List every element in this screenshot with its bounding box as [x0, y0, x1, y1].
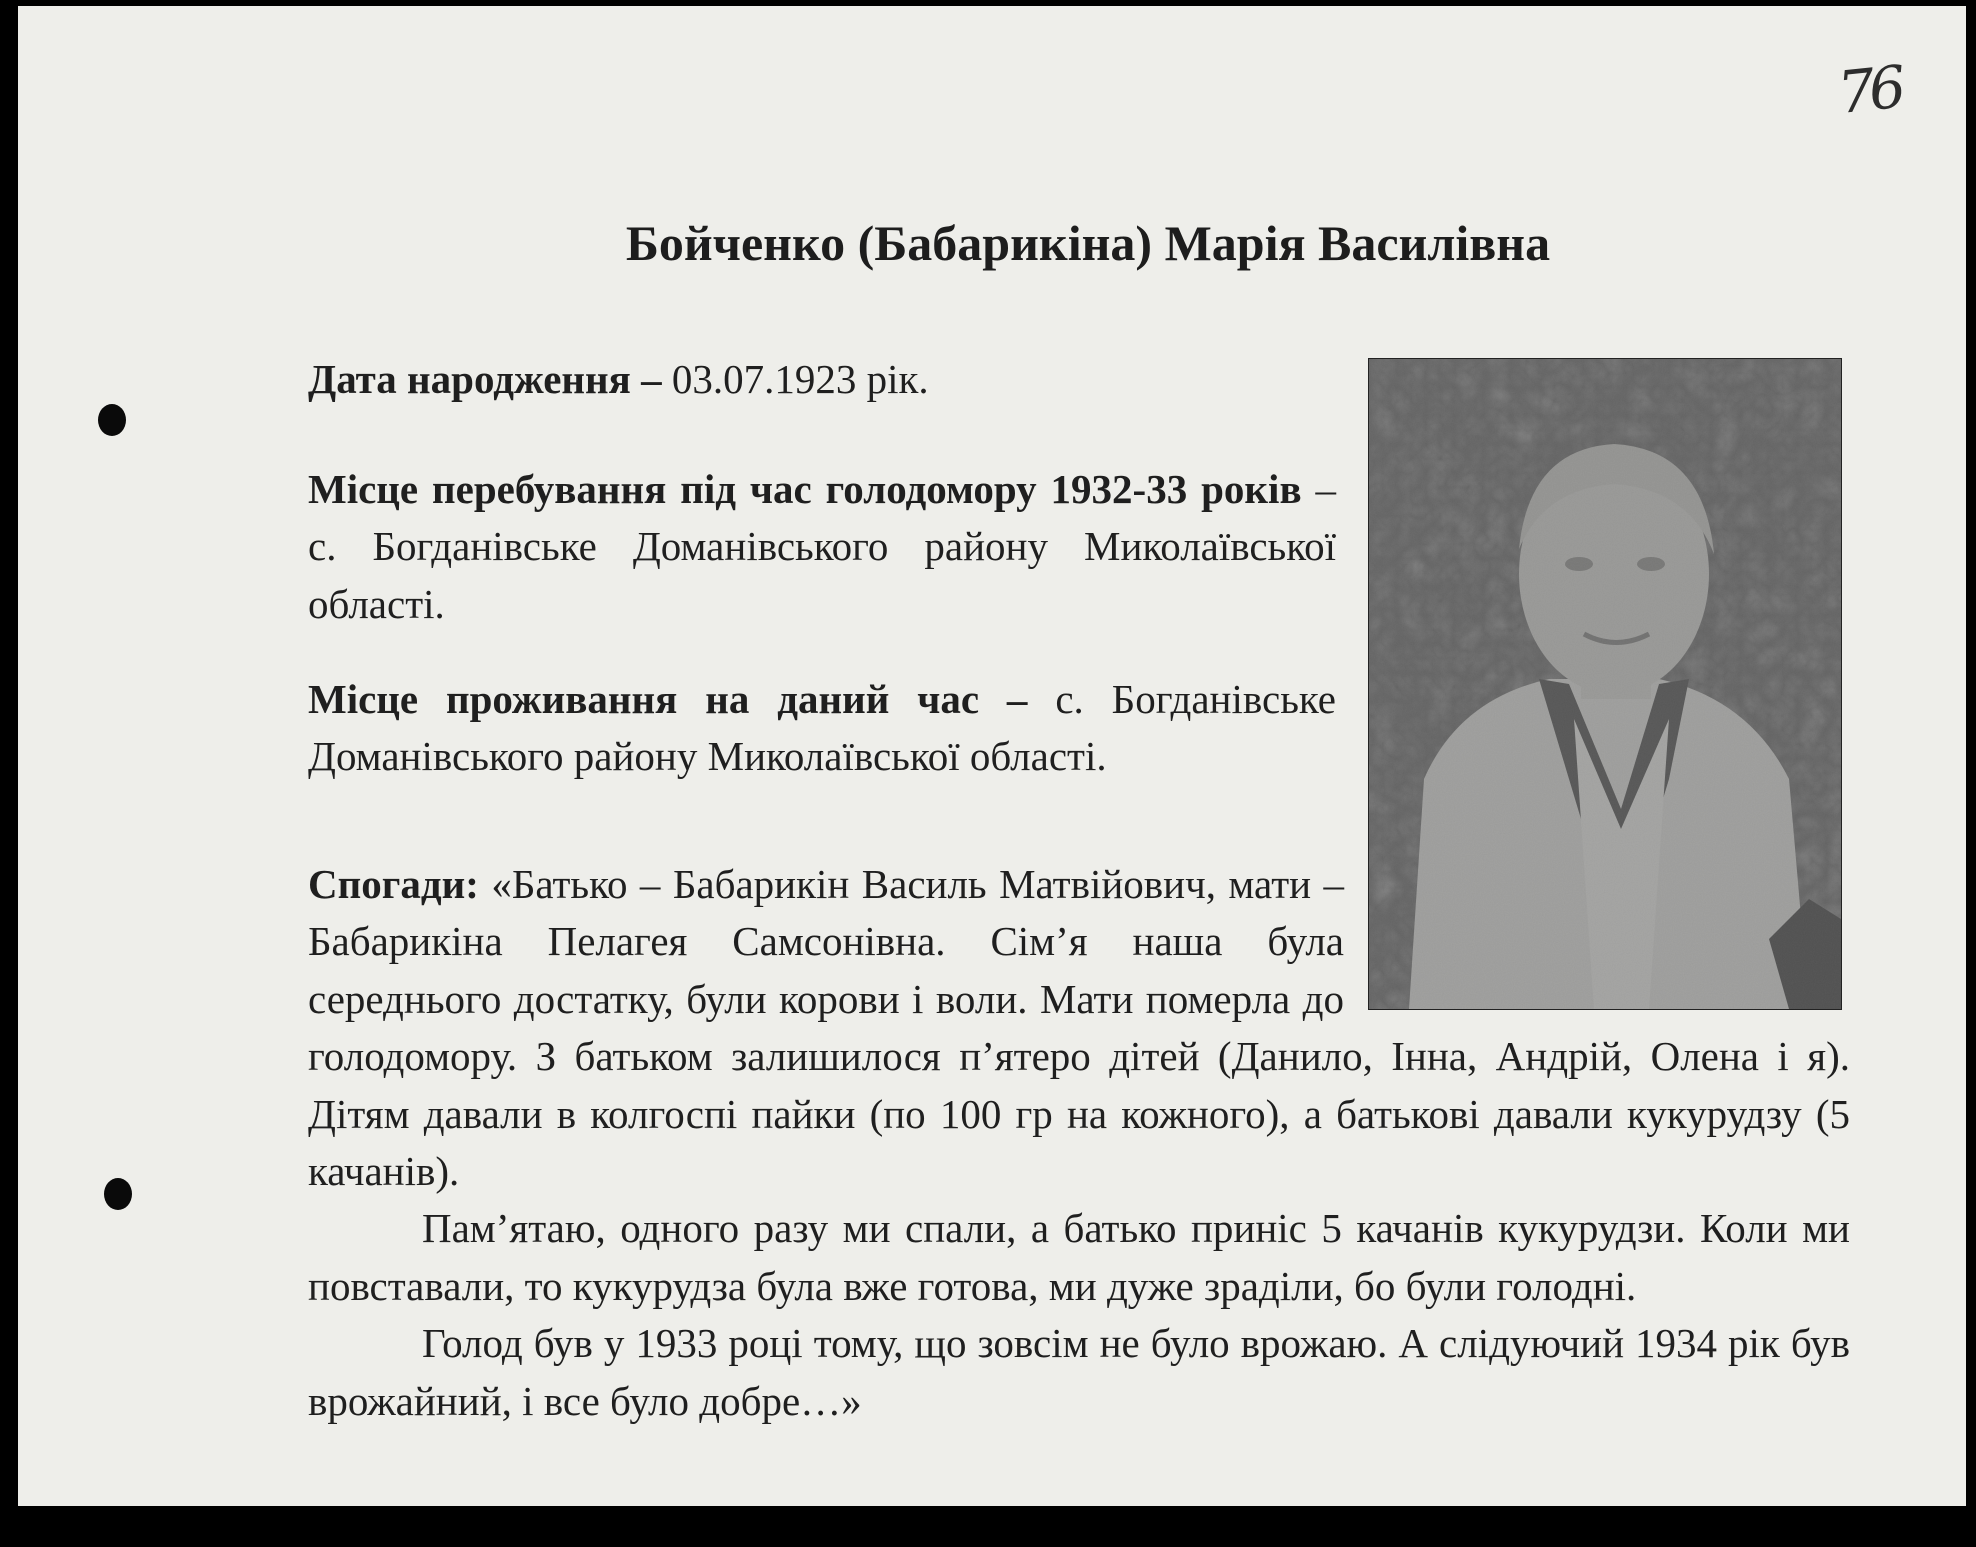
birth-date-label: Дата народження –: [308, 356, 672, 402]
memories-section: [308, 856, 1850, 1430]
famine-place: [308, 461, 1336, 633]
current-place: [308, 671, 1336, 786]
document-page: [18, 6, 1966, 1506]
memories-paragraph-2: Пам’ятаю, одного разу ми спали, а батько приніс 5 качанів кукурудзи. Коли ми повставали, то кукурудза була вже готова, ми дуже зраділи, бо були голодні.: [308, 1205, 1850, 1309]
punch-hole-bottom: [104, 1178, 132, 1210]
famine-place-value: – с. Богданівське Доманівського району Миколаївської області.: [308, 466, 1337, 627]
birth-date-value: 03.07.1923 рік.: [671, 356, 929, 402]
current-place-label: Місце проживання на даний час –: [308, 676, 1056, 722]
page-title: Бойченко (Бабарикіна) Марія Василівна: [625, 215, 1551, 271]
memories-text-1: «Батько – Бабарикін Василь Матвійович, мати – Бабарикіна Пелагея Самсонівна. Сім’я наша була середнього достатку, були корови і воли. Мати померла до голодомору. З батьком залишилося п’ятеро дітей (Данило, Інна, Андрій, Олена і я). Дітям давали в колгоспі пайки (по 100 гр на кожного), а батькові давали кукурудзу (5 качанів).: [308, 861, 1850, 1194]
handwritten-page-number: 76: [1834, 52, 1904, 128]
memories-paragraph-3: Голод був у 1933 році тому, що зовсім не було врожаю. А слідуючий 1934 рік був врожайний, і все було добре…»: [308, 1320, 1850, 1424]
famine-place-label: Місце перебування під час голодомору 1932-33 років: [308, 466, 1302, 512]
current-place-value: с. Богданівське Доманівського району Миколаївської області.: [308, 676, 1336, 780]
memories-label: Спогади:: [308, 861, 479, 907]
birth-date: [308, 351, 1336, 408]
punch-hole-top: [98, 404, 126, 436]
